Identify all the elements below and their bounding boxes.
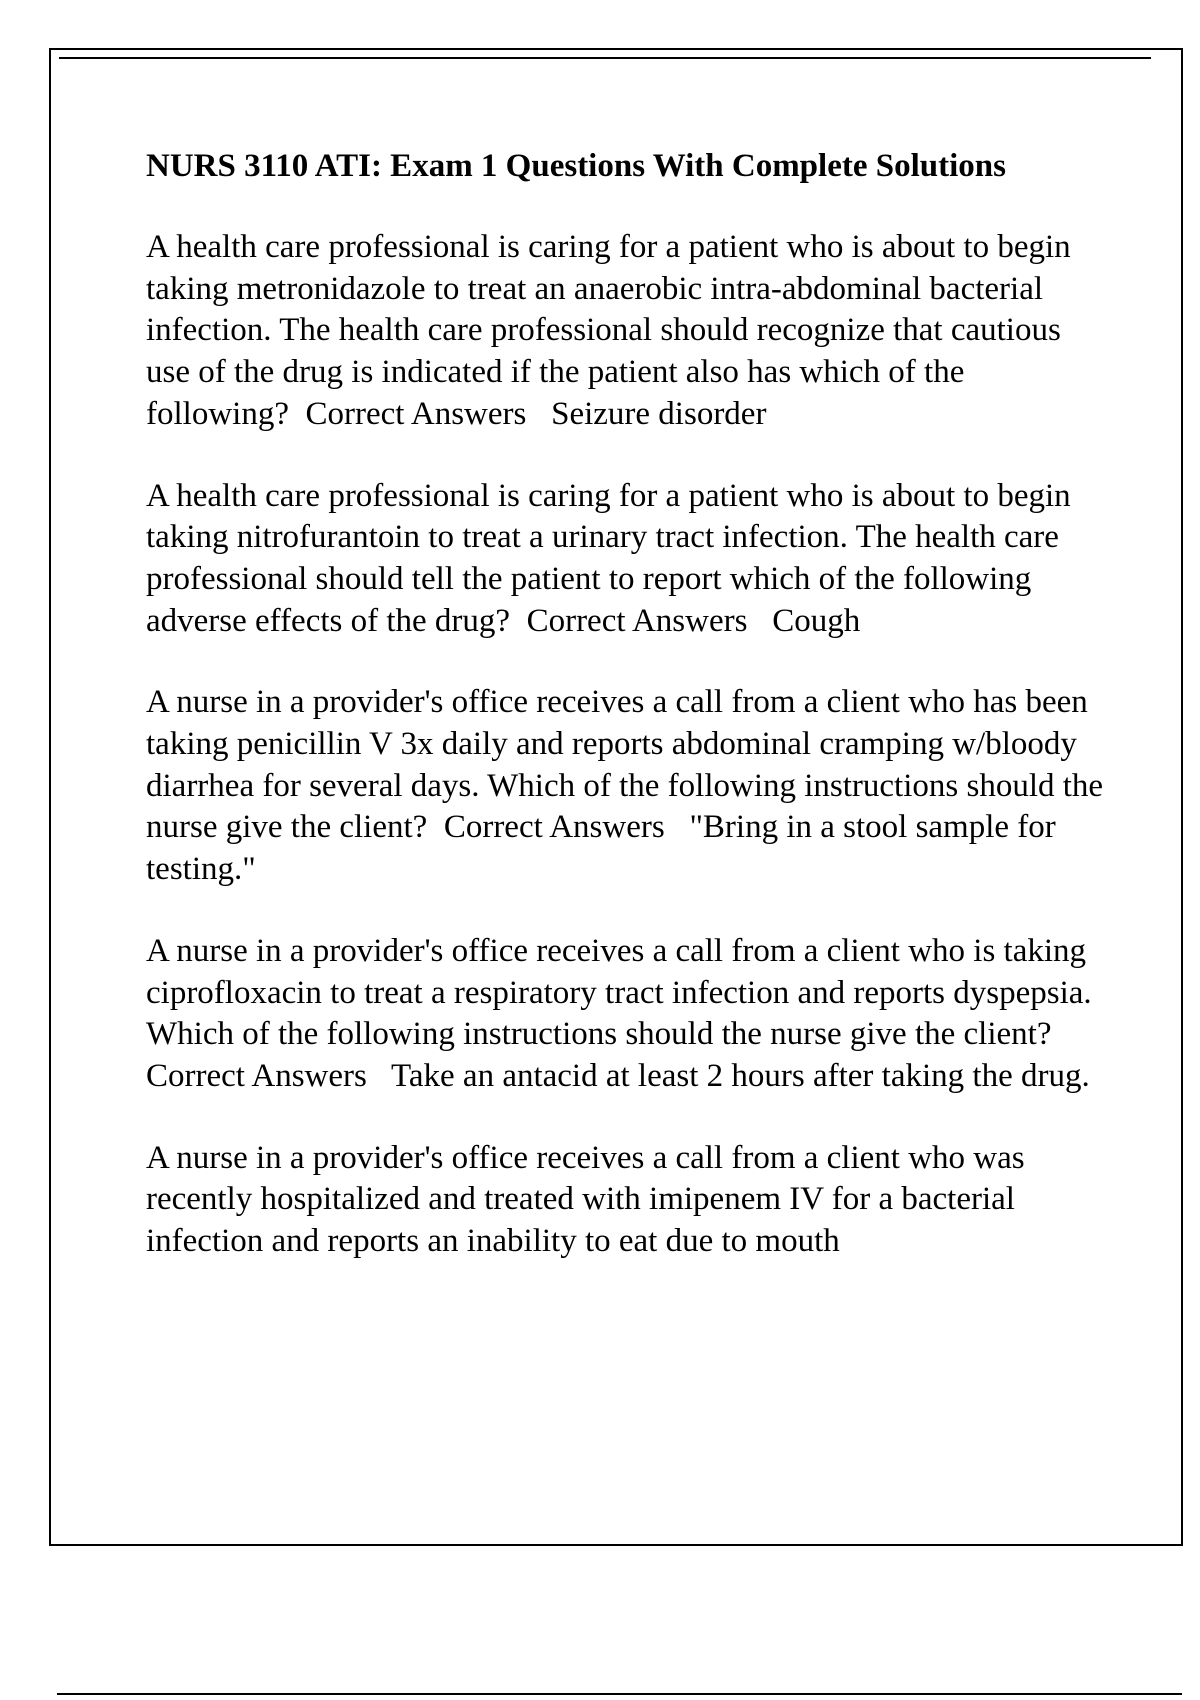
qa-item-2 xyxy=(146,476,1106,643)
answer-label: Correct Answers xyxy=(526,602,748,639)
answer-label: Correct Answers xyxy=(443,809,665,846)
bottom-rule xyxy=(57,1693,1182,1695)
question-text: A nurse in a provider's office receives a call from a client who has been taking penicillin V 3x daily and reports abdominal cramping w/bloody diarrhea for several days. Which of the following instructions should the nurse give the client? xyxy=(146,684,1104,846)
qa-item-3 xyxy=(146,682,1106,891)
qa-item-4 xyxy=(146,931,1106,1098)
answer-text: Take an antacid at least 2 hours after taking the drug. xyxy=(391,1057,1090,1094)
answer-text: Seizure disorder xyxy=(551,395,767,432)
qa-item-1 xyxy=(146,227,1106,436)
document-body xyxy=(146,146,1106,1303)
question-text: A nurse in a provider's office receives a call from a client who was recently hospitalized and treated with imipenem IV for a bacterial infection and reports an inability to eat due to mouth xyxy=(146,1139,1025,1260)
answer-label: Correct Answers xyxy=(146,1057,367,1094)
question-text: A health care professional is caring for a patient who is about to begin taking nitrofurantoin to treat a urinary tract infection. The health care professional should tell the patient to report which of the following adverse effects of the drug? xyxy=(146,477,1071,639)
answer-text: "Bring in a stool sample for testing." xyxy=(146,809,1056,888)
top-rule xyxy=(59,57,1151,59)
question-text: A health care professional is caring for a patient who is about to begin taking metronidazole to treat an anaerobic intra-abdominal bacterial infection. The health care professional should recognize that cautious use of the drug is indicated if the patient also has which of the following? xyxy=(146,229,1071,432)
qa-item-5 xyxy=(146,1138,1106,1263)
question-text: A nurse in a provider's office receives a call from a client who is taking ciprofloxacin to treat a respiratory tract infection and reports dyspepsia. Which of the following instructions should the nurse give the client? xyxy=(146,932,1092,1053)
document-title: NURS 3110 ATI: Exam 1 Questions With Complete Solutions xyxy=(146,148,1006,184)
answer-text: Cough xyxy=(772,602,861,639)
answer-label: Correct Answers xyxy=(305,395,527,432)
